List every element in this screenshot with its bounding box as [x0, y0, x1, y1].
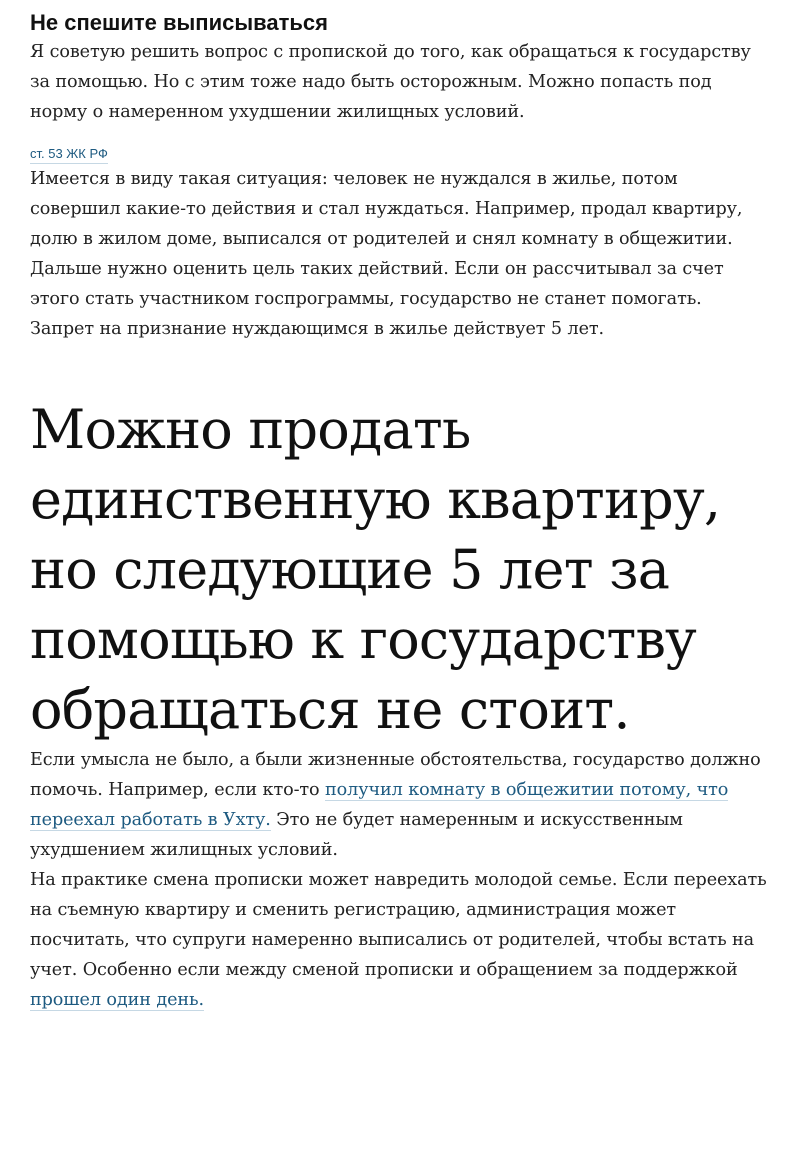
article-section [30, 0, 770, 1015]
paragraph-situation: Имеется в виду такая ситуация: человек не нуждался в жилье, потом совершил какие-то действия и стал нуждаться. Например, продал квартиру, долю в жилом доме, выписался от родителей и снял комнату в общежитии. [30, 169, 743, 249]
paragraph-goal-assessment: Дальше нужно оценить цель таких действий. Если он рассчитывал за счет этого стать участником госпрограммы, государство не станет помогать. Запрет на признание нуждающимся в жилье действует 5 лет. [30, 259, 724, 339]
dormitory-room-link[interactable]: получил комнату в общежитии потому, что переехал работать в Ухту. [30, 780, 729, 830]
law-reference-link[interactable]: ст. 53 ЖК РФ [30, 145, 108, 164]
one-day-link[interactable]: прошел один день. [30, 990, 205, 1010]
paragraph-circumstances [30, 745, 770, 865]
paragraph-text: На практике смена прописки может навредить молодой семье. Если переехать на съемную квартиру и сменить регистрацию, администрация может посчитать, что супруги намеренно выписались от родителей, чтобы встать на учет. Особенно если между сменой прописки и обращением за поддержкой [30, 870, 767, 980]
paragraph-text: Это не будет намеренным и искусственным ухудшением жилищных условий. [30, 810, 683, 860]
paragraph-young-family [30, 865, 770, 1015]
paragraph-text: Если умысла не было, а были жизненные обстоятельства, государство должно помочь. Например, если кто-то [30, 750, 761, 800]
section-heading: Не спешите выписываться [30, 10, 328, 35]
paragraph-propiska-advice: Я советую решить вопрос с пропиской до того, как обращаться к государству за помощью. Но с этим тоже надо быть осторожным. Можно попасть под норму о намеренном ухудшении жилищных условий. [30, 42, 751, 122]
pull-quote: Можно продать единственную квартиру, но следующие 5 лет за помощью к государству обращаться не стоит. [30, 398, 721, 741]
